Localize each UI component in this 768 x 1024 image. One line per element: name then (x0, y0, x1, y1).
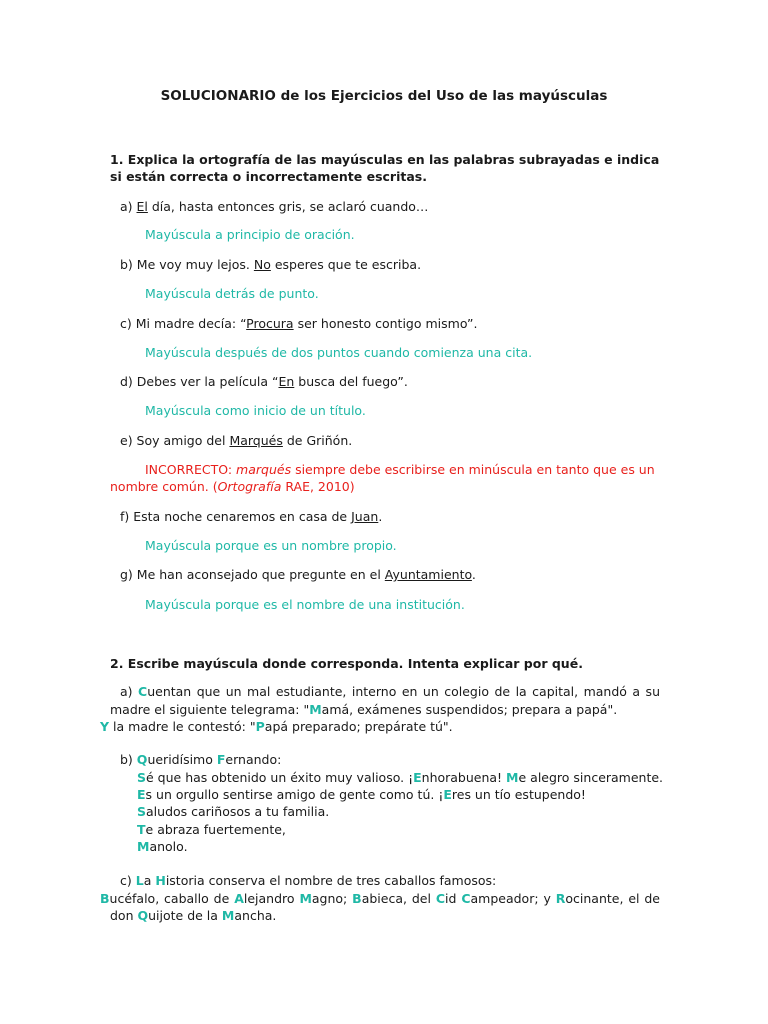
item-d-underlined: En (278, 374, 295, 389)
exercise-2a-text: uentan que un mal estudiante, interno en un colegio de la capital, mandó a su madre el siguiente telegrama: " (110, 684, 660, 717)
capital-letter: Q (136, 752, 148, 767)
exercise-2c-text: ancha. (234, 908, 277, 923)
capital-letter: T (137, 822, 146, 837)
capital-letter: M (309, 701, 322, 717)
capital-letter: C (435, 890, 446, 906)
exercise-2b-text: res un tío estupendo! (451, 787, 586, 802)
exercise-2b-line-2 (137, 786, 697, 803)
capital-letter: Q (137, 908, 149, 923)
incorrect-word: marqués (236, 462, 292, 477)
answer-e-incorrect (110, 461, 670, 495)
item-b-rest: esperes que te escriba. (270, 257, 422, 272)
answer-a: Mayúscula a principio de oración. (145, 227, 355, 242)
item-b (120, 256, 680, 273)
exercise-2b-greeting (120, 751, 680, 768)
answer-c: Mayúscula después de dos puntos cuando comienza una cita. (145, 345, 533, 360)
incorrect-text-end: RAE, 2010) (281, 479, 355, 494)
exercise-2a-label: a) (120, 684, 139, 699)
exercise-2b-label: b) (120, 752, 137, 767)
item-f-rest: . (378, 509, 383, 524)
capital-letter: E (413, 770, 422, 785)
exercise-2c-label: c) (120, 873, 136, 888)
item-b-underlined: No (253, 257, 271, 272)
exercise-2c-text: id (445, 890, 462, 906)
incorrect-text: siempre debe escribirse en minúscula en tanto que es un nombre común. ( (110, 462, 655, 494)
capital-letter: P (255, 719, 265, 734)
exercise-2b-text: é que has obtenido un éxito muy valioso. ¡ (146, 770, 414, 785)
exercise-2b-line-4 (137, 821, 697, 838)
answer-d: Mayúscula como inicio de un título. (145, 403, 366, 418)
capital-letter: F (216, 752, 226, 767)
exercise-2c-text: agno; (311, 890, 353, 906)
item-c-rest: ser honesto contigo mismo”. (293, 316, 478, 331)
answer-g: Mayúscula porque es el nombre de una institución. (145, 597, 465, 612)
item-b-prefix: b) Me voy muy lejos. (120, 257, 254, 272)
exercise-2c-text: abieca, del (361, 890, 436, 906)
capital-letter: B (352, 890, 362, 906)
capital-letter: B (100, 890, 110, 906)
exercise-2c-text: ampeador; y (470, 890, 556, 906)
capital-letter: C (461, 890, 471, 906)
incorrect-label: INCORRECTO: (145, 462, 237, 477)
item-c (120, 315, 680, 332)
exercise-2c-text: ucéfalo, caballo de (109, 890, 235, 906)
capital-letter: Y (100, 719, 110, 734)
capital-letter: M (506, 770, 519, 785)
exercise-2b-text: anolo. (149, 839, 188, 854)
item-e-prefix: e) Soy amigo del (120, 433, 230, 448)
capital-letter: E (443, 787, 452, 802)
item-e (120, 432, 680, 449)
item-d-prefix: d) Debes ver la película “ (120, 374, 279, 389)
capital-letter: E (137, 787, 146, 802)
exercise-2a-text: apá preparado; prepárate tú". (264, 719, 453, 734)
item-g-prefix: g) Me han aconsejado que pregunte en el (120, 567, 385, 582)
item-d (120, 373, 680, 390)
item-g-underlined: Ayuntamiento (384, 567, 472, 582)
item-a-underlined: El (136, 199, 148, 214)
exercise-2c (100, 872, 660, 925)
exercise-2a-text: amá, exámenes suspendidos; prepara a papá". (321, 701, 618, 717)
item-e-underlined: Marqués (229, 433, 283, 448)
capital-letter: A (234, 890, 244, 906)
item-c-underlined: Procura (246, 316, 294, 331)
capital-letter: M (221, 908, 235, 923)
exercise-2c-text: ocinante, el de don (110, 890, 660, 923)
exercise-2a (100, 683, 660, 736)
item-e-rest: de Griñón. (282, 433, 353, 448)
capital-letter: S (137, 770, 147, 785)
item-f-prefix: f) Esta noche cenaremos en casa de (120, 509, 352, 524)
capital-letter: M (137, 839, 150, 854)
capital-letter: R (555, 890, 566, 906)
answer-b: Mayúscula detrás de punto. (145, 286, 319, 301)
exercise-2b-text: e alegro sinceramente. (518, 770, 664, 785)
item-c-prefix: c) Mi madre decía: “ (120, 316, 247, 331)
item-f (120, 508, 680, 525)
exercise-2b-text: e abraza fuertemente, (145, 822, 286, 837)
exercise-2b-text: ernando: (225, 752, 282, 767)
item-a (120, 198, 680, 215)
exercise-2b-text: s un orgullo sentirse amigo de gente como tú. ¡ (145, 787, 444, 802)
exercise-2c-text: a (143, 873, 156, 888)
exercise-2b-line-5 (137, 838, 697, 855)
exercise-2c-text: lejandro (243, 890, 300, 906)
capital-letter: S (137, 804, 147, 819)
answer-f: Mayúscula porque es un nombre propio. (145, 538, 397, 553)
capital-letter: M (299, 890, 312, 906)
exercise-2b-text: ueridísimo (147, 752, 217, 767)
exercise-2b-text: aludos cariñosos a tu familia. (146, 804, 330, 819)
capital-letter: H (155, 873, 166, 888)
item-f-underlined: Juan (351, 509, 379, 524)
item-g (120, 566, 680, 583)
item-a-rest: día, hasta entonces gris, se aclaró cuando… (147, 199, 429, 214)
question-1-heading: 1. Explica la ortografía de las mayúsculas en las palabras subrayadas e indica si están correcta o incorrectamente escritas. (110, 152, 660, 184)
exercise-2b-line-3 (137, 803, 697, 820)
capital-letter: C (138, 684, 148, 699)
capital-letter: L (135, 873, 144, 888)
item-d-rest: busca del fuego”. (294, 374, 408, 389)
question-2-heading: 2. Escribe mayúscula donde corresponda. Intenta explicar por qué. (110, 656, 583, 671)
exercise-2a-text: la madre le contestó: " (109, 719, 256, 734)
exercise-2b-text: nhorabuena! (421, 770, 507, 785)
page-title: SOLUCIONARIO de los Ejercicios del Uso de las mayúsculas (160, 88, 608, 104)
exercise-2b-line-1 (137, 769, 697, 786)
item-a-prefix: a) (120, 199, 137, 214)
item-g-rest: . (471, 567, 476, 582)
exercise-2c-text: uijote de la (148, 908, 222, 923)
exercise-2c-text: istoria conserva el nombre de tres caballos famosos: (165, 873, 497, 888)
incorrect-reference: Ortografía (217, 479, 282, 494)
